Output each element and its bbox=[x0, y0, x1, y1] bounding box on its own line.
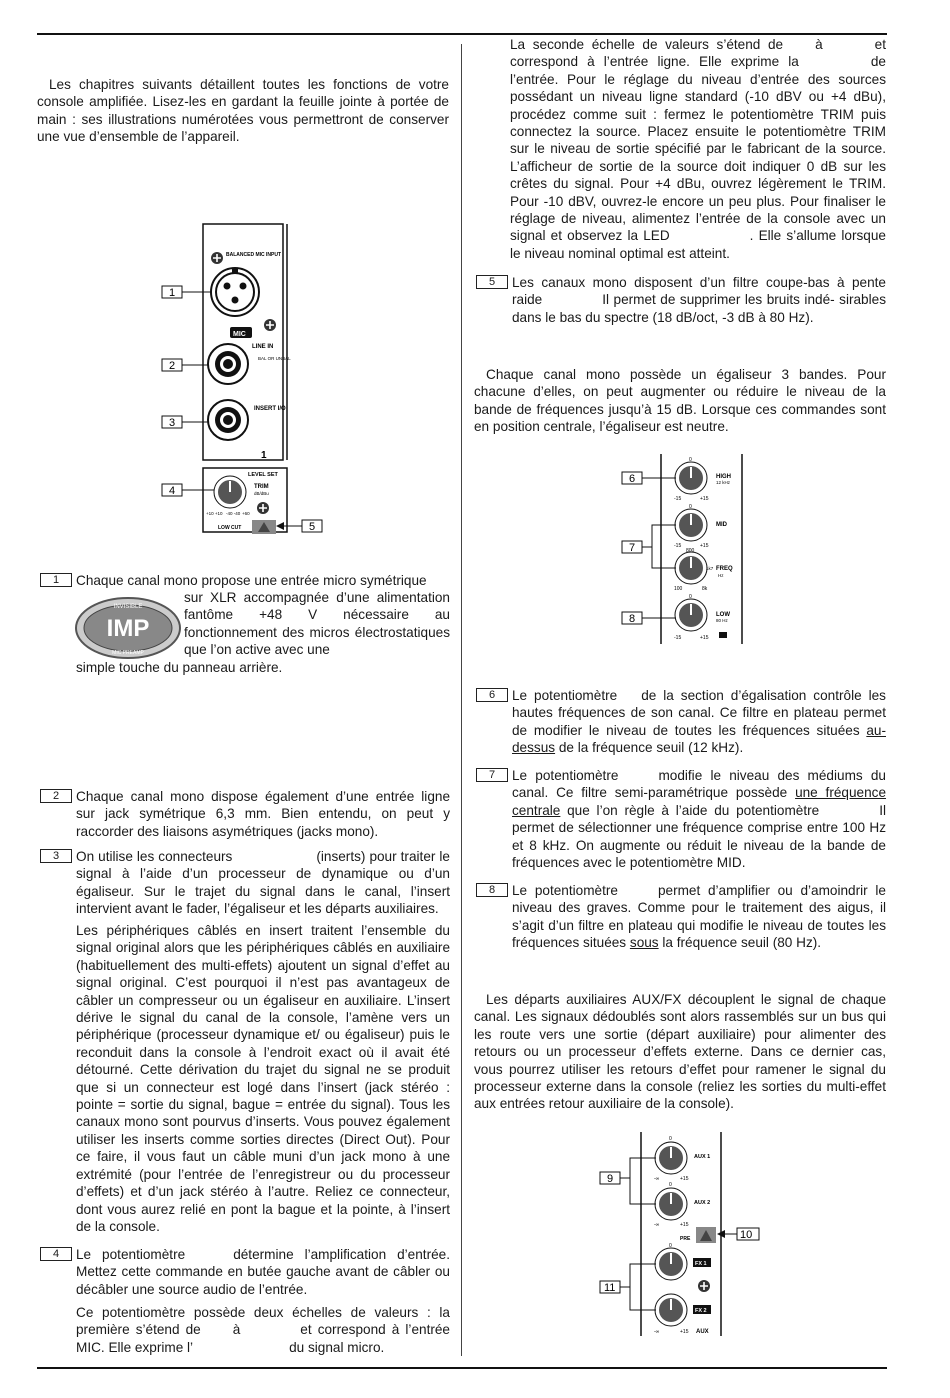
svg-text:9: 9 bbox=[607, 1173, 614, 1185]
high-knob-icon bbox=[675, 462, 707, 494]
eq-section-diagram bbox=[614, 450, 774, 650]
item-number: 4 bbox=[40, 1247, 72, 1261]
svg-text:-15: -15 bbox=[674, 543, 682, 549]
intro-paragraph: Les chapitres suivants détaillent toutes les fonctions de votre console amplifiée. Lisez-les en gardant la feuille jointe à portée de main : ses illustrations numérotées vous permettront de conserver une vue d’ensemble de l’appareil. bbox=[37, 77, 449, 145]
svg-text:FREQ: FREQ bbox=[716, 566, 733, 572]
item-number: 6 bbox=[476, 688, 508, 702]
callout-8 bbox=[622, 612, 676, 625]
svg-text:1: 1 bbox=[169, 287, 176, 299]
line-in-jack-icon bbox=[208, 344, 248, 384]
svg-text:-15: -15 bbox=[674, 496, 682, 502]
lowcut-switch-icon bbox=[252, 520, 276, 534]
item-number: 1 bbox=[40, 573, 72, 587]
trim-knob-icon bbox=[214, 476, 246, 508]
svg-text:0: 0 bbox=[689, 457, 692, 463]
svg-text:BALANCED MIC INPUT: BALANCED MIC INPUT bbox=[226, 252, 281, 258]
callout-10 bbox=[717, 1228, 759, 1241]
svg-text:LEVEL SET: LEVEL SET bbox=[248, 472, 278, 478]
item-1 bbox=[40, 572, 450, 682]
svg-text:dB/dBu: dB/dBu bbox=[254, 491, 269, 496]
svg-text:INSERT I/O: INSERT I/O bbox=[254, 406, 286, 412]
svg-text:12 kHz: 12 kHz bbox=[716, 480, 731, 485]
svg-text:0: 0 bbox=[669, 1182, 672, 1188]
svg-text:6: 6 bbox=[629, 473, 636, 485]
svg-text:+60: +60 bbox=[242, 511, 250, 516]
svg-text:TRIM: TRIM bbox=[254, 484, 269, 490]
svg-text:0: 0 bbox=[689, 504, 692, 510]
item-number: 3 bbox=[40, 849, 72, 863]
svg-text:8k: 8k bbox=[702, 586, 708, 592]
screw-icon bbox=[211, 252, 223, 264]
svg-text:0: 0 bbox=[669, 1243, 672, 1249]
imp-logo bbox=[72, 592, 184, 664]
item-1-line1: Chaque canal mono propose une entrée micro symétrique bbox=[76, 573, 427, 588]
svg-text:+10 +10: +10 +10 bbox=[206, 511, 223, 516]
svg-text:FX 1: FX 1 bbox=[695, 1261, 707, 1267]
aux-intro-paragraph: Les départs auxiliaires AUX/FX découplent le signal de chaque canal. Les signaux dédoublés sont alors rassemblés sur un bus qui les route vers une sortie (départ auxiliaire) pour alimenter des retours ou un processeur d’effets externe. Dans ce dernier cas, vous pourrez utiliser les retours d’effet pour ramener le signal du processeur externe dans la console (reliez les sorties du multi-effet aux entrées retour auxiliaire de la console). bbox=[474, 992, 886, 1112]
aux-section-diagram bbox=[596, 1128, 776, 1338]
svg-text:100: 100 bbox=[674, 586, 683, 592]
svg-text:LOW CUT: LOW CUT bbox=[218, 525, 242, 531]
svg-text:0: 0 bbox=[669, 1136, 672, 1142]
svg-text:PRE: PRE bbox=[680, 1236, 691, 1242]
item-number: 2 bbox=[40, 789, 72, 803]
screw-icon bbox=[264, 319, 276, 331]
svg-text:10: 10 bbox=[740, 1229, 753, 1241]
callout-3 bbox=[162, 416, 208, 429]
svg-text:+15: +15 bbox=[700, 496, 709, 502]
screw-icon bbox=[698, 1280, 710, 1292]
svg-text:AUX: AUX bbox=[696, 1329, 709, 1335]
pre-switch-icon bbox=[696, 1227, 716, 1243]
svg-text:-40 -40: -40 -40 bbox=[226, 511, 241, 516]
eq-intro-paragraph: Chaque canal mono possède un égaliseur 3 bandes. Pour chacune d’elles, on peut augmenter ou réduire le niveau de la bande de fréquences jusqu’à 15 dB. Lorsque ces commandes sont en position centrale, l’égaliseur est neutre. bbox=[474, 367, 886, 435]
callout-2 bbox=[162, 359, 208, 372]
callout-6 bbox=[622, 472, 676, 485]
svg-text:BAL OR UNBAL: BAL OR UNBAL bbox=[258, 356, 291, 361]
item-1-tail: simple touche du panneau arrière. bbox=[76, 660, 283, 675]
fx1-knob-icon bbox=[655, 1248, 687, 1280]
item-number: 5 bbox=[476, 275, 508, 289]
top-rule bbox=[37, 33, 887, 35]
callout-9 bbox=[600, 1158, 656, 1204]
mid-knob-icon bbox=[675, 509, 707, 541]
svg-text:1: 1 bbox=[261, 450, 267, 461]
svg-text:3: 3 bbox=[169, 417, 176, 429]
svg-text:7: 7 bbox=[629, 542, 636, 554]
insert-jack-icon bbox=[208, 400, 248, 440]
svg-text:1k7: 1k7 bbox=[706, 566, 714, 571]
svg-text:+15: +15 bbox=[680, 1176, 689, 1182]
svg-text:5: 5 bbox=[309, 521, 316, 533]
svg-text:LINE IN: LINE IN bbox=[252, 344, 274, 350]
svg-text:-∞: -∞ bbox=[654, 1176, 660, 1182]
callout-7 bbox=[622, 525, 676, 568]
item-1-wrap: sur XLR accompagnée d’une alimentation fantôme +48 V nécessaire au fonctionnement des micros électrostatiques que l’on active avec une bbox=[184, 590, 450, 658]
svg-text:INVISIBLE: INVISIBLE bbox=[113, 604, 143, 610]
svg-text:8: 8 bbox=[629, 613, 636, 625]
item-number: 8 bbox=[476, 883, 508, 897]
column-divider bbox=[461, 44, 462, 1356]
aux2-knob-icon bbox=[655, 1188, 687, 1220]
svg-text:-∞: -∞ bbox=[654, 1222, 660, 1228]
svg-text:MID: MID bbox=[716, 522, 727, 528]
svg-text:-15: -15 bbox=[674, 635, 682, 641]
svg-text:800: 800 bbox=[686, 548, 695, 554]
svg-text:11: 11 bbox=[604, 1282, 616, 1294]
svg-text:MIC: MIC bbox=[233, 331, 246, 338]
item-number: 7 bbox=[476, 768, 508, 782]
aux1-knob-icon bbox=[655, 1142, 687, 1174]
svg-text:MIC PREAMP: MIC PREAMP bbox=[112, 650, 144, 656]
low-knob-icon bbox=[675, 599, 707, 631]
svg-text:2: 2 bbox=[169, 360, 176, 372]
svg-text:LOW: LOW bbox=[716, 612, 730, 618]
svg-text:FX 2: FX 2 bbox=[695, 1308, 707, 1314]
screw-icon bbox=[257, 502, 269, 514]
svg-text:4: 4 bbox=[169, 485, 176, 497]
freq-knob-icon bbox=[675, 552, 707, 584]
channel-input-diagram bbox=[150, 220, 450, 540]
svg-text:+15: +15 bbox=[700, 635, 709, 641]
svg-text:+15: +15 bbox=[680, 1329, 689, 1335]
svg-text:-∞: -∞ bbox=[654, 1329, 660, 1335]
svg-text:0: 0 bbox=[689, 594, 692, 600]
fx2-knob-icon bbox=[655, 1294, 687, 1326]
svg-text:Hz: Hz bbox=[718, 573, 724, 578]
svg-text:AUX 2: AUX 2 bbox=[694, 1200, 711, 1206]
callout-11 bbox=[600, 1264, 656, 1310]
svg-text:HIGH: HIGH bbox=[716, 474, 731, 480]
bottom-rule bbox=[37, 1367, 887, 1369]
svg-text:IMP: IMP bbox=[106, 615, 150, 642]
svg-text:+15: +15 bbox=[700, 543, 709, 549]
svg-text:+15: +15 bbox=[680, 1222, 689, 1228]
svg-text:AUX 1: AUX 1 bbox=[694, 1154, 711, 1160]
xlr-input-icon bbox=[211, 268, 259, 316]
svg-text:80 Hz: 80 Hz bbox=[716, 618, 728, 623]
